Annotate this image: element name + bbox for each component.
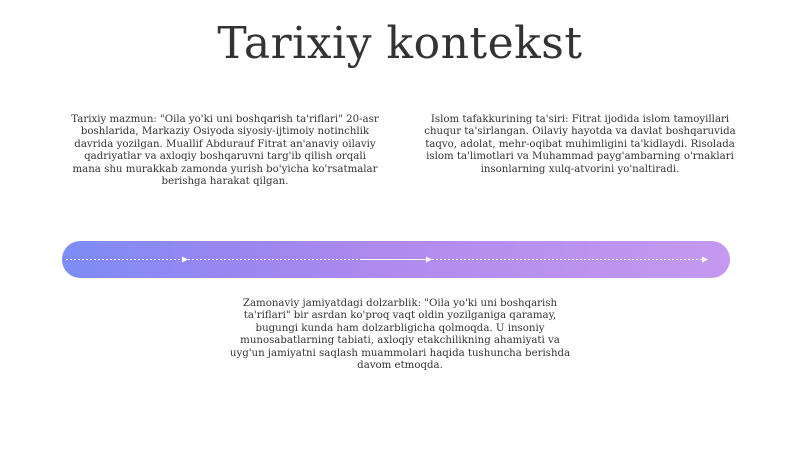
timeline-bar	[62, 241, 730, 278]
timeline-arrows	[62, 241, 730, 278]
text-block-islamic-influence: Islom tafakkurining ta'siri: Fitrat ijodida islom tamoyillari chuqur ta'sirlangan. Oilaviy hayotda va davlat boshqaruvida taqvo, adolat, mehr-oqibat muhimligini ta'kidlaydi. Risolada islom ta'limotlari va Muhammad payg'ambarning o'rnaklari insonlarning xulq-atvorini yo'naltiradi.	[424, 114, 736, 175]
slide-title: Tarixiy kontekst	[217, 18, 583, 69]
arrow-right-icon	[182, 257, 188, 263]
text-block-historical-content: Tarixiy mazmun: "Oila yo'ki uni boshqarish ta'riflari" 20-asr boshlarida, Markaziy Osiyoda siyosiy-ijtimoiy notinchlik davrida yozilgan. Muallif Abdurauf Fitrat an'anaviy oilaviy qadriyatlar va axloqiy boshqaruvni targ'ib qilish orqali mana shu murakkab zamonda yurish bo'yicha ko'rsatmalar berishga harakat qilgan.	[71, 114, 379, 188]
text-block-modern-relevance: Zamonaviy jamiyatdagi dolzarblik: "Oila yo'ki uni boshqarish ta'riflari" bir asrdan ko'proq vaqt oldin yozilganiga qaramay, bugungi kunda ham dolzarbligicha qolmoqda. U insoniy munosabatlarning tabiati, axloqiy etakchilikning ahamiyati va uyg'un jamiyatni saqlash muammolari haqida tushuncha berishda davom etmoqda.	[229, 298, 571, 372]
arrow-right-icon	[702, 257, 708, 263]
arrow-right-icon	[426, 257, 432, 263]
